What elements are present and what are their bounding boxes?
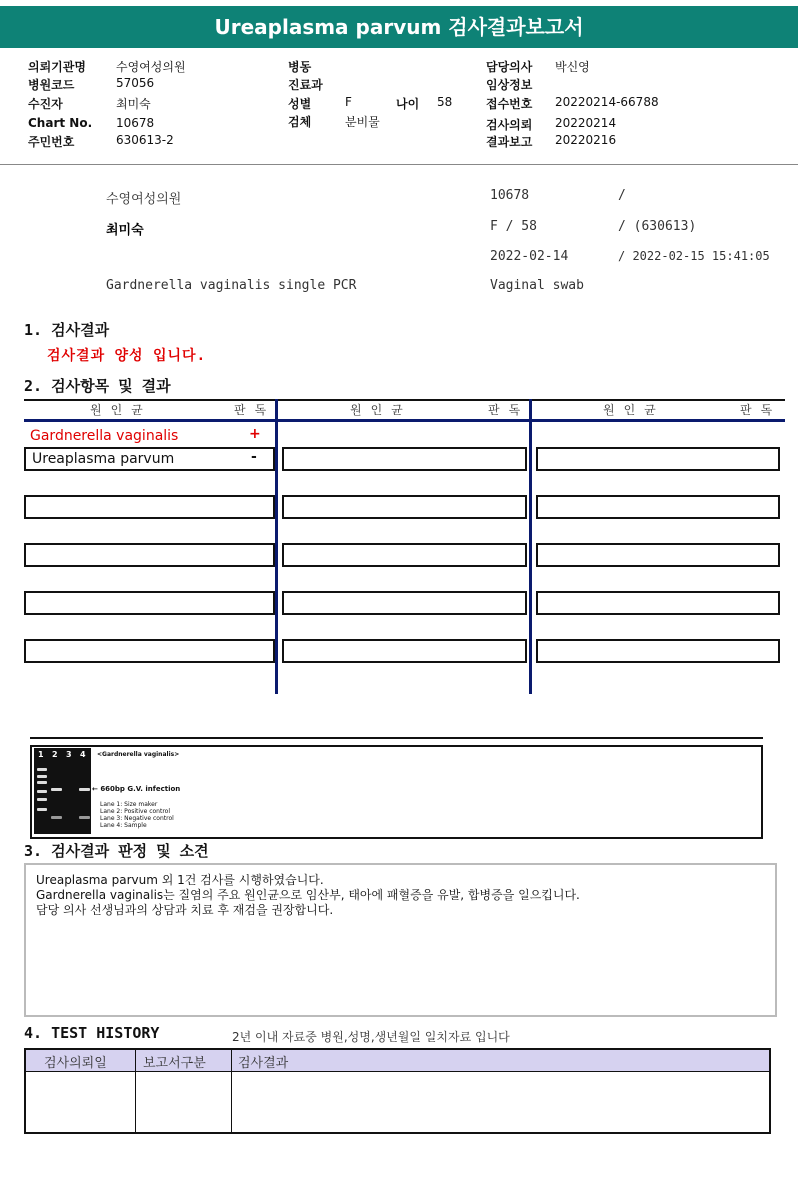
ladder-band	[37, 781, 47, 784]
summary-specimen: Vaginal swab	[490, 278, 584, 293]
gel-band-label: ← 660bp G.V. infection	[92, 785, 181, 793]
empty-result-cell	[24, 543, 275, 567]
institution-label: 의뢰기관명	[28, 60, 86, 74]
report-date-label: 결과보고	[486, 135, 533, 149]
empty-result-cell	[24, 639, 275, 663]
summary-test-name: Gardnerella vaginalis single PCR	[106, 278, 357, 293]
col-header-judgement-1: 판독	[234, 403, 276, 417]
history-table	[24, 1048, 771, 1134]
history-col-divider	[135, 1050, 136, 1132]
section-1-heading: 1. 검사결과	[24, 321, 110, 339]
summary-patient: 최미숙	[106, 223, 144, 238]
section-4-heading: 4. TEST HISTORY	[24, 1024, 160, 1042]
lane-number: 1	[38, 750, 44, 759]
empty-result-cell	[282, 495, 527, 519]
receipt-no-value: 20220214-66788	[555, 95, 659, 109]
clinical-label: 임상정보	[486, 78, 533, 92]
primer-band	[79, 816, 90, 819]
empty-result-cell	[24, 591, 275, 615]
grid-divider-2	[529, 399, 532, 694]
result-mark-positive: +	[249, 426, 261, 442]
ladder-band	[37, 798, 47, 801]
lane-number: 3	[66, 750, 72, 759]
chart-no-label: Chart No.	[28, 116, 93, 130]
ladder-band	[37, 808, 47, 811]
institution-value: 수영여성의원	[116, 60, 186, 74]
pathogen-name: Ureaplasma parvum	[32, 451, 175, 467]
empty-result-cell	[24, 495, 275, 519]
lane-number: 4	[80, 750, 86, 759]
request-date-value: 20220214	[555, 116, 617, 130]
resident-no-value: 630613-2	[116, 133, 174, 147]
ladder-band	[37, 790, 47, 793]
resident-no-label: 주민번호	[28, 135, 75, 149]
specimen-value: 분비물	[345, 115, 380, 129]
gel-legend-item: Lane 1: Size maker	[100, 801, 158, 808]
doctor-label: 담당의사	[486, 60, 533, 74]
report-header	[0, 50, 798, 166]
summary-chart-no: 10678	[490, 188, 530, 203]
hospital-code-value: 57056	[116, 76, 155, 90]
result-row-gardnerella	[24, 426, 274, 446]
history-header-request-date: 검사의뢰일	[44, 1056, 107, 1071]
opinion-line: Ureaplasma parvum 외 1건 검사를 시행하였습니다.	[36, 873, 324, 887]
header-divider	[0, 164, 798, 165]
gel-legend-item: Lane 3: Negative control	[100, 815, 174, 822]
hospital-code-label: 병원코드	[28, 78, 75, 92]
history-header-report-type: 보고서구분	[143, 1056, 206, 1071]
doctor-value: 박신영	[555, 60, 590, 74]
col-header-pathogen-3: 원인균	[603, 403, 665, 417]
summary-institution: 수영여성의원	[106, 192, 182, 207]
lane-number: 2	[52, 750, 58, 759]
empty-result-cell	[536, 639, 780, 663]
gel-title: <Gardnerella vaginalis>	[97, 751, 180, 758]
empty-result-cell	[536, 591, 780, 615]
age-value: 58	[437, 95, 453, 109]
patient-value: 최미숙	[116, 97, 151, 111]
result-mark-negative: -	[251, 449, 257, 465]
specimen-label: 검체	[288, 115, 312, 129]
ward-label: 병동	[288, 60, 312, 74]
opinion-line: Gardnerella vaginalis는 질염의 주요 원인균으로 임산부, 태아에 패혈증을 유발, 합병증을 일으킵니다.	[36, 888, 580, 902]
section-3-heading: 3. 검사결과 판정 및 소견	[24, 842, 209, 860]
gel-image	[34, 748, 91, 834]
gel-legend-item: Lane 4: Sample	[100, 822, 147, 829]
col-header-pathogen-2: 원인균	[350, 403, 412, 417]
dept-label: 진료과	[288, 78, 323, 92]
summary-birth: / (630613)	[618, 219, 697, 234]
col-header-judgement-2: 판독	[488, 403, 530, 417]
empty-result-cell	[536, 447, 780, 471]
request-date-label: 검사의뢰	[486, 118, 533, 132]
age-label: 나이	[396, 97, 420, 111]
history-header-result: 검사결과	[238, 1056, 289, 1071]
history-header-row	[26, 1050, 769, 1072]
grid-header-rule	[24, 419, 785, 422]
opinion-line: 담당 의사 선생님과의 상담과 치료 후 재검을 권장합니다.	[36, 903, 334, 917]
chart-no-value: 10678	[116, 116, 155, 130]
patient-label: 수진자	[28, 97, 63, 111]
sample-band	[79, 788, 90, 791]
receipt-no-label: 접수번호	[486, 97, 533, 111]
report-date-value: 20220216	[555, 133, 617, 147]
col-header-judgement-3: 판독	[740, 403, 782, 417]
ladder-band	[37, 768, 47, 771]
empty-result-cell	[282, 543, 527, 567]
summary-sex-age: F / 58	[490, 219, 537, 234]
summary-date-received: 2022-02-14	[490, 249, 569, 264]
summary-slash: /	[618, 188, 626, 203]
history-note: 2년 이내 자료중 병원,성명,생년월일 일치자료 입니다	[232, 1030, 510, 1044]
empty-result-cell	[282, 447, 527, 471]
summary-date-reported: / 2022-02-15 15:41:05	[618, 249, 770, 263]
empty-result-cell	[536, 543, 780, 567]
empty-result-cell	[536, 495, 780, 519]
sex-value: F	[345, 95, 352, 109]
ladder-band	[37, 775, 47, 778]
gel-band-label-text: 660bp G.V. infection	[100, 785, 181, 793]
sex-label: 성별	[288, 97, 312, 111]
gel-legend-item: Lane 2: Positive control	[100, 808, 171, 815]
opinion-box	[24, 863, 777, 1017]
result-row-ureaplasma	[24, 447, 275, 471]
grid-divider-1	[275, 399, 278, 694]
primer-band	[51, 816, 62, 819]
history-col-divider	[231, 1050, 232, 1132]
positive-control-band	[51, 788, 62, 791]
empty-result-cell	[282, 591, 527, 615]
positive-result-message: 검사결과 양성 입니다.	[47, 348, 207, 364]
empty-result-cell	[282, 639, 527, 663]
gel-top-rule	[30, 737, 763, 739]
pathogen-name: Gardnerella vaginalis	[30, 428, 179, 444]
report-title: Ureaplasma parvum 검사결과보고서	[0, 6, 798, 48]
section-2-heading: 2. 검사항목 및 결과	[24, 377, 171, 395]
col-header-pathogen-1: 원인균	[90, 403, 152, 417]
